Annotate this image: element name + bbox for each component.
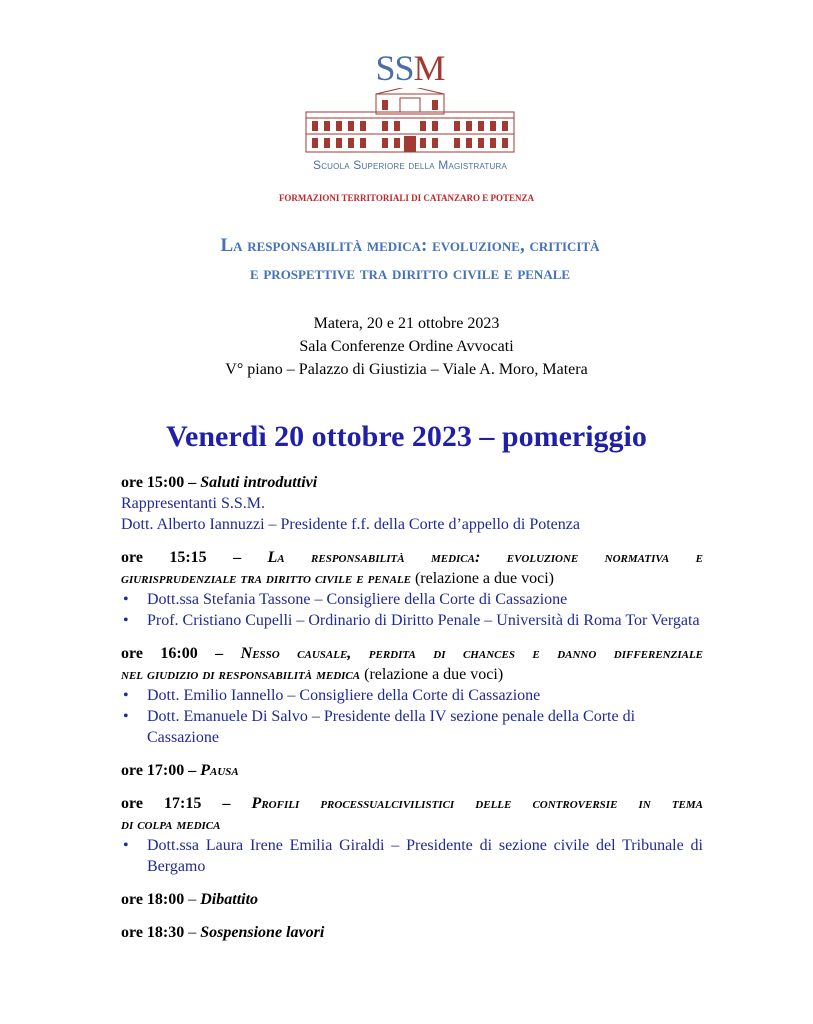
- programme-list: [121, 472, 703, 955]
- session-note: (relazione a due voci): [364, 666, 504, 683]
- event-title-line-1: La responsabilità medica: evoluzione, criticità: [220, 235, 600, 256]
- session-title-line-1: Nesso causale, perdita di chances e danno differenziale: [240, 645, 704, 662]
- event-date: Matera, 20 e 21 ottobre 2023: [313, 315, 500, 332]
- session-separator: –: [188, 924, 197, 941]
- session-title: Saluti introduttivi: [200, 474, 318, 491]
- ssm-logo: [300, 48, 520, 184]
- event-title: [60, 232, 760, 288]
- event-title-line-2: e prospettive tra diritto civile e penale: [249, 263, 571, 284]
- session-1515: [121, 547, 703, 631]
- session-time: ore 17:15 –: [121, 795, 231, 812]
- speaker-item: • Dott.ssa Laura Irene Emilia Giraldi – Presidente di sezione civile del Tribunale di Bergamo: [121, 835, 703, 877]
- logo-monogram: SSM: [375, 48, 445, 88]
- session-time: ore 17:00 –: [121, 762, 197, 779]
- session-1500: [121, 472, 703, 535]
- speaker-item: • Dott.ssa Stefania Tassone – Consigliere della Corte di Cassazione: [121, 589, 703, 610]
- palace-illustration: [304, 88, 516, 154]
- session-1715: [121, 793, 703, 877]
- session-time: ore 18:00: [121, 891, 185, 908]
- day-heading: Venerdì 20 ottobre 2023 – pomeriggio: [166, 420, 647, 453]
- session-1700: [121, 760, 703, 781]
- event-address: V° piano – Palazzo di Giustizia – Viale A. Moro, Matera: [225, 361, 588, 378]
- session-title-line-2: nel giudizio di responsabilità medica: [121, 666, 361, 683]
- session-note: (relazione a due voci): [414, 570, 554, 587]
- speaker-line: Rappresentanti S.S.M.: [121, 495, 265, 512]
- session-time: ore 16:00 –: [121, 645, 224, 662]
- session-title: Dibattito: [200, 891, 259, 908]
- venue-block: [0, 312, 813, 381]
- event-room: Sala Conferenze Ordine Avvocati: [299, 338, 514, 355]
- speaker-item: • Dott. Emilio Iannello – Consigliere della Corte di Cassazione: [121, 685, 703, 706]
- session-separator: –: [188, 891, 197, 908]
- session-title-line-2: di colpa medica: [121, 816, 221, 833]
- speaker-line: Dott. Alberto Iannuzzi – Presidente f.f. della Corte d’appello di Potenza: [121, 516, 580, 533]
- session-1800: [121, 889, 703, 910]
- session-time: ore 15:00 –: [121, 474, 197, 491]
- session-title-line-1: La responsabilità medica: evoluzione normativa e: [267, 549, 703, 566]
- session-time: ore 18:30: [121, 924, 185, 941]
- logo-caption: Scuola Superiore della Magistratura: [312, 158, 507, 172]
- speaker-item: • Prof. Cristiano Cupelli – Ordinario di Diritto Penale – Università di Roma Tor Vergata: [121, 610, 703, 631]
- session-title: Sospensione lavori: [200, 924, 325, 941]
- organiser-subheading: FORMAZIONI TERRITORIALI DI CATANZARO E POTENZA: [278, 193, 535, 203]
- session-title: Pausa: [200, 762, 239, 779]
- session-time: ore 15:15 –: [121, 549, 242, 566]
- session-title-line-2: giurisprudenziale tra diritto civile e penale: [121, 570, 411, 587]
- session-1600: [121, 643, 703, 748]
- session-title-line-1: Profili processualcivilistici delle controversie in tema: [251, 795, 704, 812]
- speaker-item: • Dott. Emanuele Di Salvo – Presidente della IV sezione penale della Corte di Cassazione: [121, 706, 703, 748]
- session-1830: [121, 922, 703, 943]
